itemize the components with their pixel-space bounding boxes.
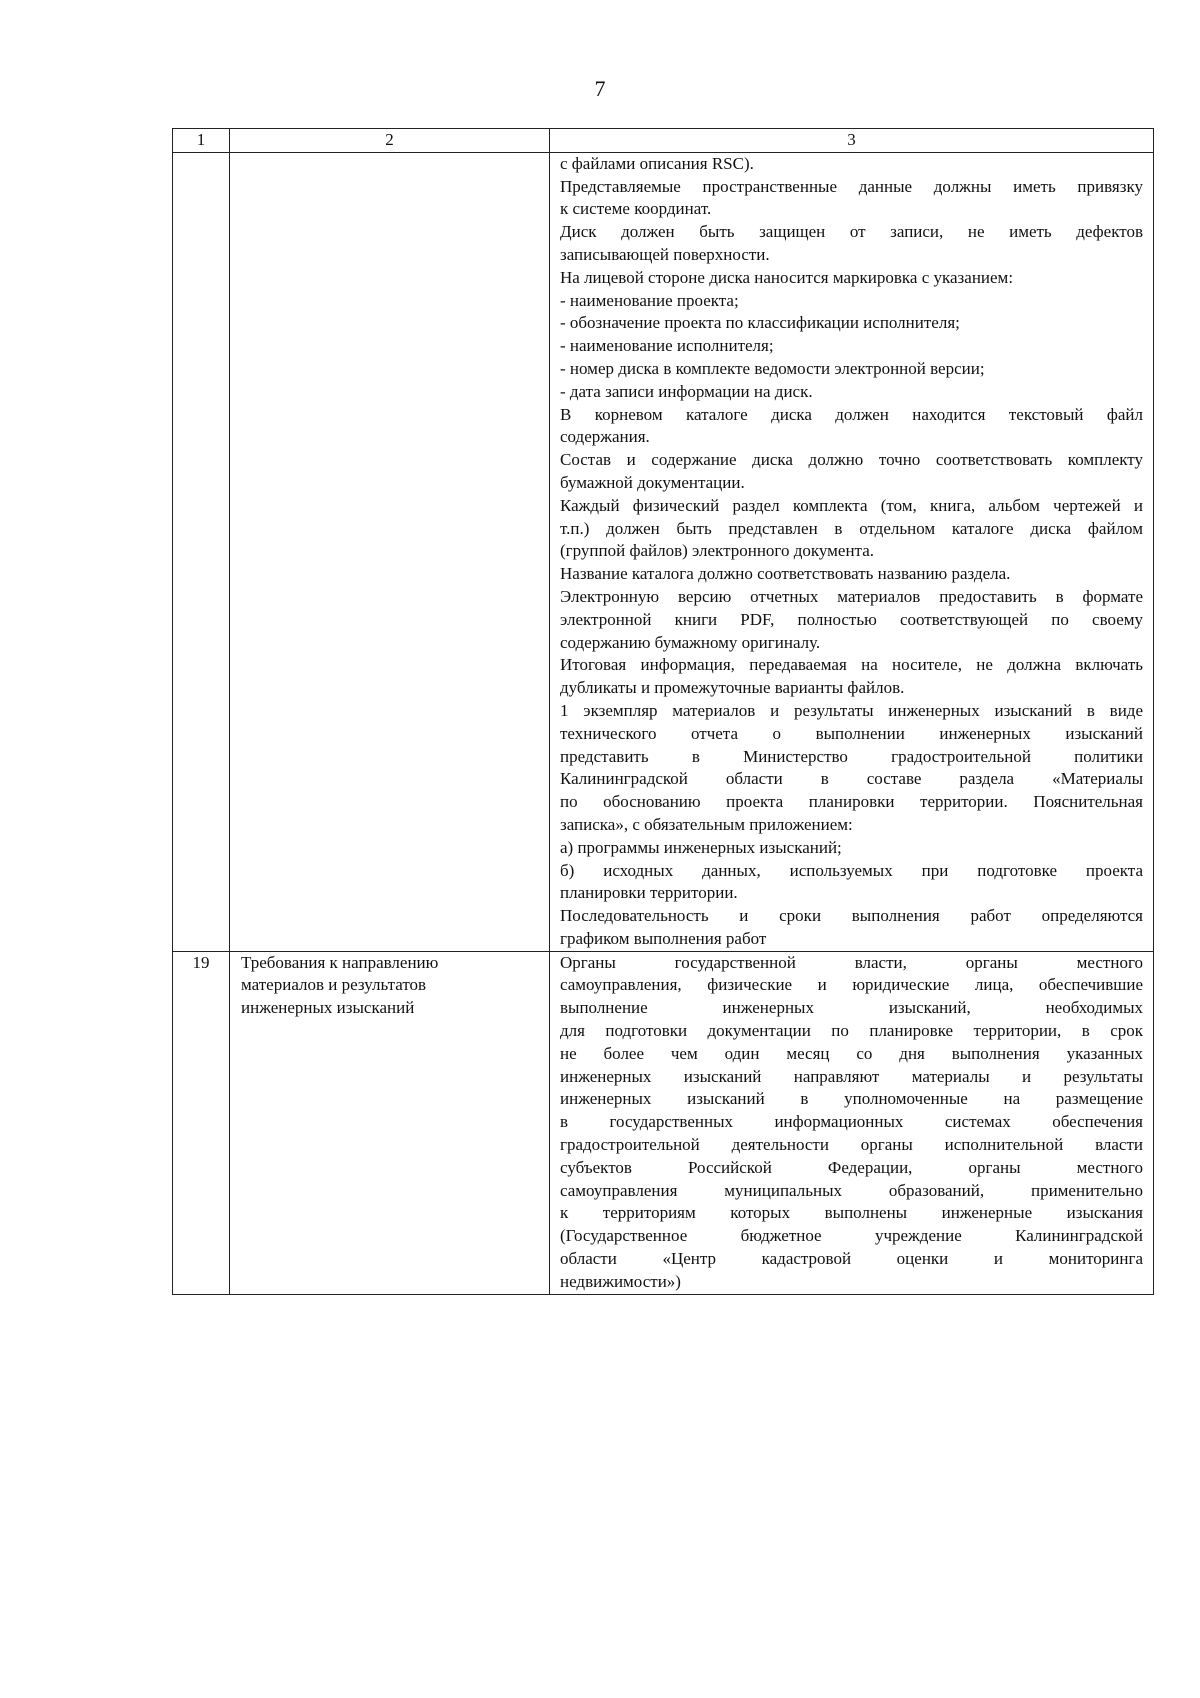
text-line: самоуправления муниципальных образований, применительно	[560, 1180, 1143, 1200]
text-line: субъектов Российской Федерации, органы местного	[560, 1157, 1143, 1177]
text-line: представить в Министерство градостроительной политики	[560, 746, 1143, 766]
text-line: - дата записи информации на диск.	[560, 381, 813, 401]
table-row	[173, 951, 1154, 1294]
text-line: - обозначение проекта по классификации исполнителя;	[560, 313, 960, 333]
text-line: - наименование проекта;	[560, 290, 739, 310]
text-line: выполнение инженерных изысканий, необходимых	[560, 998, 1143, 1018]
row-number: 19	[173, 951, 230, 1294]
text-line: а) программы инженерных изысканий;	[560, 837, 842, 857]
text-line: записывающей поверхности.	[560, 244, 770, 264]
row-title	[230, 951, 550, 1294]
text-line: (Государственное бюджетное учреждение Калининградской	[560, 1226, 1143, 1246]
text-line: материалов и результатов	[241, 975, 427, 995]
text-line: содержания.	[560, 427, 650, 447]
text-line: - номер диска в комплекте ведомости электронной версии;	[560, 358, 985, 378]
text-line: т.п.) должен быть представлен в отдельном каталоге диска файлом	[560, 518, 1143, 538]
text-line: градостроительной деятельности органы исполнительной власти	[560, 1135, 1143, 1155]
text-line: записка», с обязательным приложением:	[560, 814, 853, 834]
text-line: Электронную версию отчетных материалов предоставить в формате	[560, 586, 1143, 606]
row-description	[550, 152, 1154, 951]
text-line: Состав и содержание диска должно точно соответствовать комплекту	[560, 450, 1143, 470]
text-line: инженерных изысканий направляют материалы и результаты	[560, 1066, 1143, 1086]
text-line: 1 экземпляр материалов и результаты инженерных изысканий в виде	[560, 700, 1143, 720]
page-number: 7	[594, 76, 606, 101]
text-line: в государственных информационных системах обеспечения	[560, 1112, 1143, 1132]
table-header-row	[173, 129, 1154, 153]
text-line: самоуправления, физические и юридические лица, обеспечившие	[560, 975, 1143, 995]
text-line: Требования к направлению	[241, 952, 439, 972]
text-line: электронной книги PDF, полностью соответствующей по своему	[560, 609, 1143, 629]
row-number	[173, 152, 230, 951]
text-line: Калининградской области в составе раздела «Материалы	[560, 769, 1143, 789]
text-line: по обоснованию проекта планировки территории. Пояснительная	[560, 792, 1143, 812]
text-line: инженерных изысканий	[241, 998, 415, 1018]
text-line: На лицевой стороне диска наносится маркировка с указанием:	[560, 267, 1014, 287]
text-line: недвижимости»)	[560, 1271, 681, 1291]
text-line: Представляемые пространственные данные должны иметь привязку	[560, 176, 1143, 196]
text-line: технического отчета о выполнении инженерных изысканий	[560, 723, 1143, 743]
text-line: не более чем один месяц со дня выполнения указанных	[560, 1043, 1143, 1063]
text-line: (группой файлов) электронного документа.	[560, 541, 874, 561]
column-number-header: 1	[173, 129, 230, 153]
column-title-header: 2	[230, 129, 550, 153]
text-line: бумажной документации.	[560, 472, 745, 492]
text-line: Диск должен быть защищен от записи, не иметь дефектов	[560, 222, 1143, 242]
text-line: Название каталога должно соответствовать названию раздела.	[560, 564, 1011, 584]
text-line: Каждый физический раздел комплекта (том, книга, альбом чертежей и	[560, 495, 1143, 515]
text-line: - наименование исполнителя;	[560, 336, 774, 356]
column-text-header: 3	[550, 129, 1154, 153]
text-line: инженерных изысканий в уполномоченные на размещение	[560, 1089, 1143, 1109]
table-row	[173, 152, 1154, 951]
text-line: В корневом каталоге диска должен находится текстовый файл	[560, 404, 1143, 424]
text-line: Последовательность и сроки выполнения работ определяются	[560, 906, 1143, 926]
text-line: для подготовки документации по планировке территории, в срок	[560, 1021, 1143, 1041]
text-line: Органы государственной власти, органы местного	[560, 952, 1143, 972]
row-title	[230, 152, 550, 951]
text-line: графиком выполнения работ	[560, 928, 767, 948]
text-line: Итоговая информация, передаваемая на носителе, не должна включать	[560, 655, 1143, 675]
text-line: планировки территории.	[560, 883, 738, 903]
text-line: дубликаты и промежуточные варианты файлов.	[560, 678, 905, 698]
requirements-table	[172, 128, 1154, 1295]
text-line: с файлами описания RSC).	[560, 153, 754, 173]
text-line: б) исходных данных, используемых при подготовке проекта	[560, 860, 1143, 880]
text-line: к системе координат.	[560, 199, 712, 219]
text-line: области «Центр кадастровой оценки и мониторинга	[560, 1249, 1143, 1269]
text-line: содержанию бумажному оригиналу.	[560, 632, 821, 652]
text-line: к территориям которых выполнены инженерные изыскания	[560, 1203, 1143, 1223]
row-description	[550, 951, 1154, 1294]
